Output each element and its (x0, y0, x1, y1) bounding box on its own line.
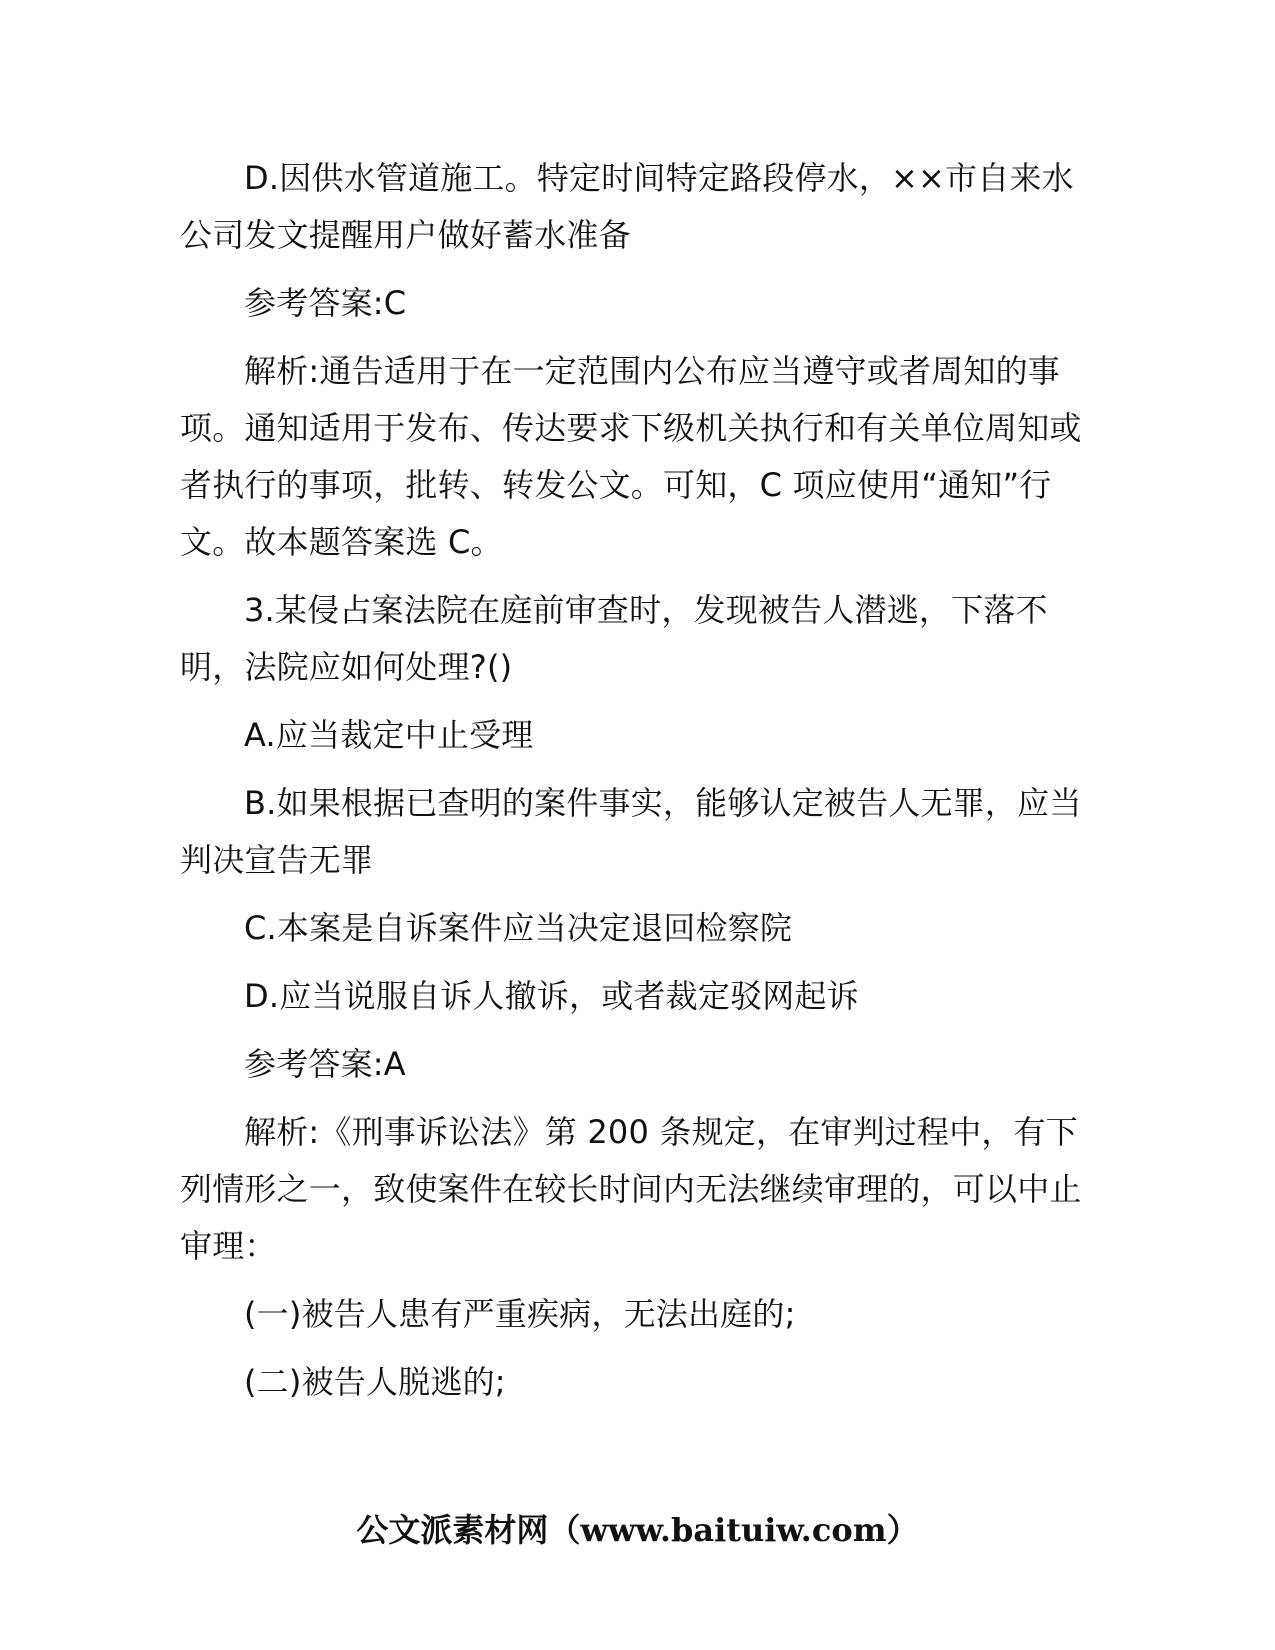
paragraph-item-2: (二)被告人脱逃的; (244, 1363, 506, 1401)
paragraph-analysis-2: 解析:《刑事诉讼法》第 200 条规定，在审判过程中，有下列情形之一，致使案件在较长时间内无法继续审理的，可以中止审理： (180, 1113, 1082, 1265)
paragraph-option-d-2: D.应当说服自诉人撤诉，或者裁定驳网起诉 (244, 977, 859, 1015)
paragraph-analysis-1: 解析:通告适用于在一定范围内公布应当遵守或者周知的事项。通知适用于发布、传达要求下级机关执行和有关单位周知或者执行的事项，批转、转发公文。可知，C 项应使用“通知”行文。故本题答案选 C。 (180, 352, 1082, 561)
paragraph-option-d: D.因供水管道施工。特定时间特定路段停水，××市自来水公司发文提醒用户做好蓄水准备 (180, 159, 1074, 254)
paragraph-question-3: 3.某侵占案法院在庭前审查时，发现被告人潜逃，下落不明，法院应如何处理?() (180, 591, 1048, 686)
paragraph-option-c: C.本案是自诉案件应当决定退回检察院 (244, 909, 793, 947)
paragraph-item-1: (一)被告人患有严重疾病，无法出庭的; (244, 1295, 796, 1333)
document-body (180, 150, 1095, 1422)
paragraph-option-b: B.如果根据已查明的案件事实，能够认定被告人无罪，应当判决宣告无罪 (180, 784, 1082, 879)
paragraph-answer-2: 参考答案:A (244, 1045, 406, 1083)
paragraph-option-a: A.应当裁定中止受理 (244, 716, 534, 754)
footer-watermark: 公文派素材网（www.baituiw.com） (356, 1511, 919, 1549)
paragraph-answer-1: 参考答案:C (244, 284, 407, 322)
